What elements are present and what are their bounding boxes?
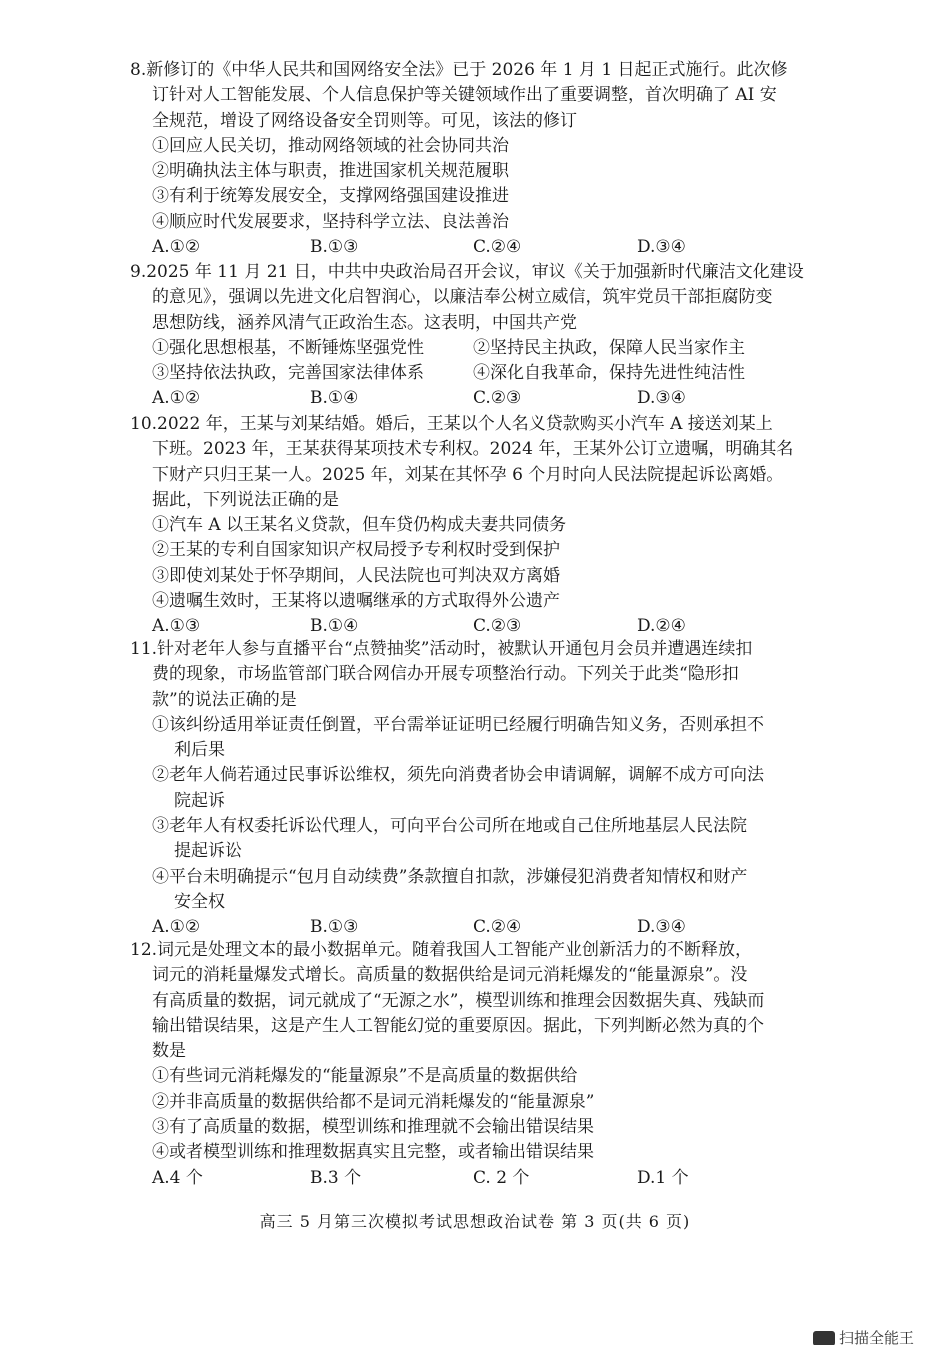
question-stem-line: 下财产只归王某一人。2025 年，刘某在其怀孕 6 个月时向人民法院提起诉讼离婚。 xyxy=(152,464,784,485)
option-b: B.①③ xyxy=(310,917,359,938)
scanner-watermark xyxy=(813,1327,928,1345)
option-b: B.①④ xyxy=(310,616,359,637)
option-a: A.4 个 xyxy=(152,1167,203,1188)
question-stem-line: 9.2025 年 11 月 21 日，中共中央政治局召开会议，审议《关于加强新时代廉洁文化建设 xyxy=(130,262,804,282)
question-stem-line: 款”的说法正确的是 xyxy=(152,689,297,710)
option-a: A.①② xyxy=(152,237,201,258)
statement: ①该纠纷适用举证责任倒置，平台需举证证明已经履行明确告知义务，否则承担不 xyxy=(152,714,764,735)
statement-continuation: 提起诉讼 xyxy=(174,841,242,862)
answer-options xyxy=(130,614,810,639)
option-b: B.3 个 xyxy=(310,1167,362,1188)
option-a: A.①③ xyxy=(152,616,201,637)
option-a: A.①② xyxy=(152,388,201,409)
answer-options xyxy=(130,915,810,940)
statement: ③有利于统筹发展安全，支撑网络强国建设推进 xyxy=(152,186,509,207)
question-9 xyxy=(130,260,810,412)
statement-continuation: 利后果 xyxy=(174,740,225,761)
option-b: B.①④ xyxy=(310,388,359,409)
statement: ②明确执法主体与职责，推进国家机关规范履职 xyxy=(152,161,509,182)
option-c: C.②④ xyxy=(473,917,522,938)
answer-options xyxy=(130,1166,810,1191)
option-a: A.①② xyxy=(152,917,201,938)
question-stem-line: 费的现象，市场监管部门联合网信办开展专项整治行动。下列关于此类“隐形扣 xyxy=(152,664,739,685)
statement: ③老年人有权委托诉讼代理人，可向平台公司所在地或自己住所地基层人民法院 xyxy=(152,816,747,837)
question-10 xyxy=(130,412,810,640)
statement: ①回应人民关切，推动网络领域的社会协同共治 xyxy=(152,135,509,156)
question-stem-line: 的意见》，强调以先进文化启智润心，以廉洁奉公树立威信，筑牢党员干部拒腐防变 xyxy=(152,287,773,308)
statement-continuation: 安全权 xyxy=(174,891,225,912)
statement: ②王某的专利自国家知识产权局授予专利权时受到保护 xyxy=(152,540,560,561)
option-c: C.②③ xyxy=(473,388,522,409)
statement-pair xyxy=(130,336,810,361)
question-stem-line: 12.词元是处理文本的最小数据单元。随着我国人工智能产业创新活力的不断释放， xyxy=(130,940,753,960)
question-stem-line: 8.新修订的《中华人民共和国网络安全法》已于 2026 年 1 月 1 日起正式施行。此次修 xyxy=(130,60,788,80)
statement: ④遗嘱生效时，王某将以遗嘱继承的方式取得外公遗产 xyxy=(152,591,560,612)
option-c: C.②③ xyxy=(473,616,522,637)
question-12 xyxy=(130,938,810,1191)
option-b: B.①③ xyxy=(310,237,359,258)
statement: ④深化自我革命，保持先进性纯洁性 xyxy=(473,363,745,384)
statement: ①有些词元消耗爆发的“能量源泉”不是高质量的数据供给 xyxy=(152,1066,578,1087)
answer-options xyxy=(130,386,810,411)
question-stem-line: 全规范，增设了网络设备安全罚则等。可见，该法的修订 xyxy=(152,110,577,131)
statement: ④顺应时代发展要求，坚持科学立法、良法善治 xyxy=(152,211,509,232)
answer-options xyxy=(130,235,810,260)
statement: ③坚持依法执政，完善国家法律体系 xyxy=(152,363,424,384)
statement: ④平台未明确提示“包月自动续费”条款擅自扣款，涉嫌侵犯消费者知情权和财产 xyxy=(152,866,748,887)
statement: ④或者模型训练和推理数据真实且完整，或者输出错误结果 xyxy=(152,1142,594,1163)
statement: ①汽车 A 以王某名义贷款，但车贷仍构成夫妻共同债务 xyxy=(152,515,567,536)
question-stem-line: 词元的消耗量爆发式增长。高质量的数据供给是词元消耗爆发的“能量源泉”。没 xyxy=(152,965,748,986)
option-d: D.③④ xyxy=(637,237,686,258)
statement-continuation: 院起诉 xyxy=(174,790,225,811)
watermark-text: 扫描全能王 xyxy=(839,1329,915,1345)
question-stem-line: 思想防线，涵养风清气正政治生态。这表明，中国共产党 xyxy=(152,312,577,333)
option-c: C.②④ xyxy=(473,237,522,258)
option-d: D.③④ xyxy=(637,917,686,938)
statement-pair xyxy=(130,361,810,386)
option-d: D.③④ xyxy=(637,388,686,409)
question-8 xyxy=(130,58,810,260)
question-stem-line: 据此，下列说法正确的是 xyxy=(152,489,339,510)
question-stem-line: 数是 xyxy=(152,1041,186,1062)
question-stem-line: 下班。2023 年，王某获得某项技术专利权。2024 年，王某外公订立遗嘱，明确其名 xyxy=(152,439,794,460)
option-d: D.1 个 xyxy=(637,1167,689,1188)
statement: ②并非高质量的数据供给都不是词元消耗爆发的“能量源泉” xyxy=(152,1091,595,1112)
question-stem-line: 订针对人工智能发展、个人信息保护等关键领域作出了重要调整，首次明确了 AI 安 xyxy=(152,85,777,106)
question-stem-line: 10.2022 年，王某与刘某结婚。婚后，王某以个人名义贷款购买小汽车 A 接送刘某上 xyxy=(130,414,773,434)
question-11 xyxy=(130,637,810,941)
page-footer: 高三 5 月第三次模拟考试思想政治试卷 第 3 页(共 6 页) xyxy=(259,1212,691,1231)
statement: ①强化思想根基，不断锤炼坚强党性 xyxy=(152,337,424,358)
statement: ②坚持民主执政，保障人民当家作主 xyxy=(473,337,745,358)
question-stem-line: 有高质量的数据，词元就成了“无源之水”，模型训练和推理会因数据失真、残缺而 xyxy=(152,990,765,1011)
option-d: D.②④ xyxy=(637,616,686,637)
question-stem-line: 输出错误结果，这是产生人工智能幻觉的重要原因。据此，下列判断必然为真的个 xyxy=(152,1015,764,1036)
statement: ③有了高质量的数据，模型训练和推理就不会输出错误结果 xyxy=(152,1117,594,1138)
statement: ③即使刘某处于怀孕期间，人民法院也可判决双方离婚 xyxy=(152,565,560,586)
option-c: C. 2 个 xyxy=(473,1167,530,1188)
question-stem-line: 11.针对老年人参与直播平台“点赞抽奖”活动时，被默认开通包月会员并遭遇连续扣 xyxy=(130,639,753,659)
statement: ②老年人倘若通过民事诉讼维权，须先向消费者协会申请调解，调解不成方可向法 xyxy=(152,765,764,786)
scanner-logo-icon xyxy=(813,1331,835,1345)
